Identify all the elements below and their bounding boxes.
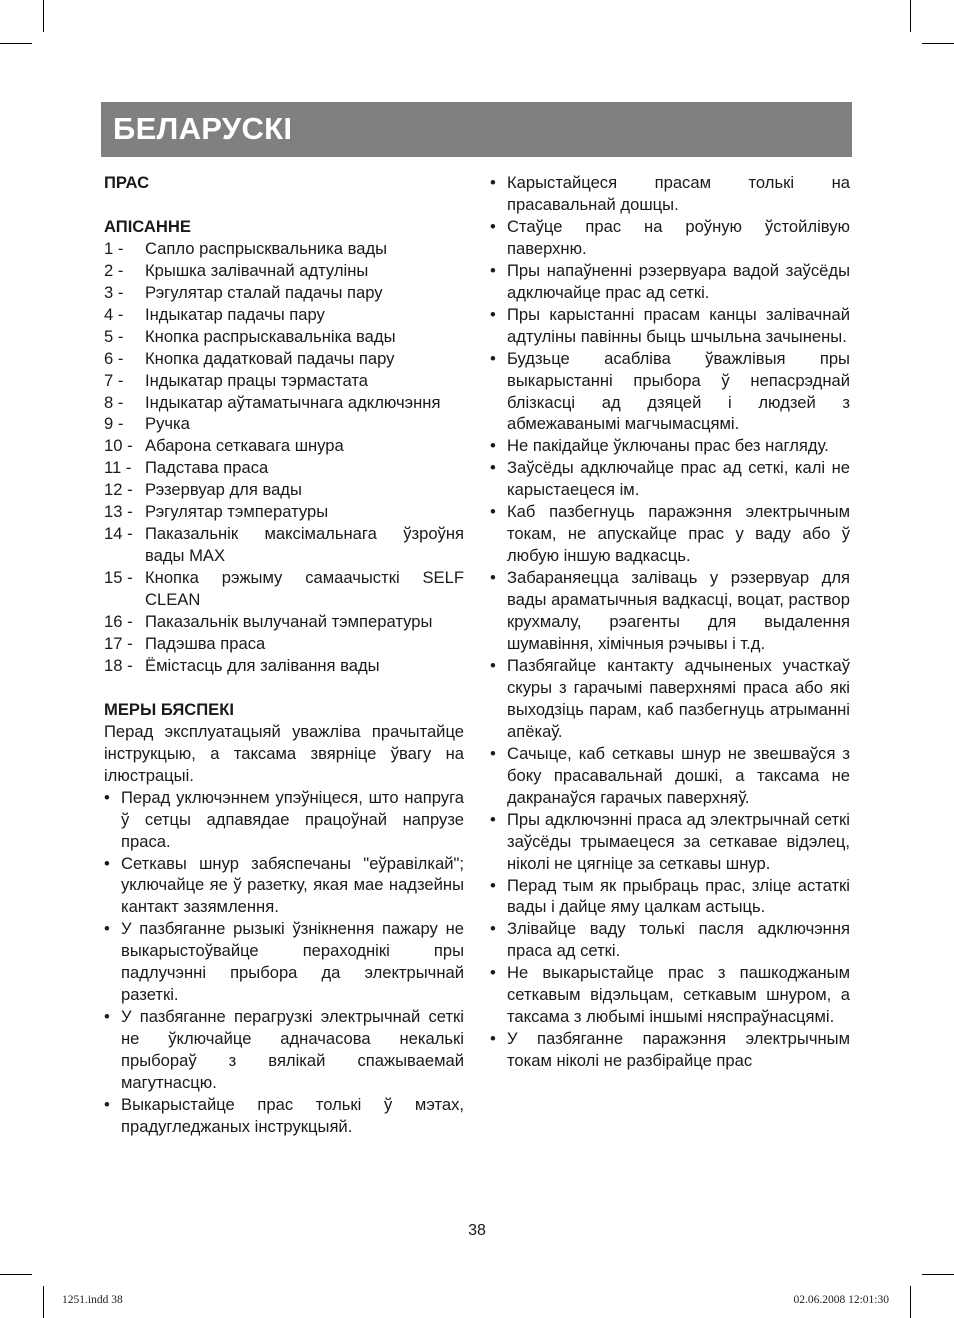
part-item — [104, 523, 464, 567]
crop-mark — [910, 1286, 911, 1318]
part-item — [104, 479, 464, 501]
bullet-item — [104, 1006, 464, 1094]
part-item — [104, 326, 464, 348]
bullet-item — [490, 304, 850, 348]
part-label: Індыкатар працы тэрмастата — [145, 370, 368, 390]
bullet-item — [490, 216, 850, 260]
part-number: 5 - — [104, 326, 124, 346]
part-number: 16 - — [104, 612, 133, 632]
bullet-icon: • — [490, 458, 496, 478]
part-number: 18 - — [104, 655, 133, 675]
crop-mark — [43, 1286, 44, 1318]
description-heading: АПІСАННЕ — [104, 216, 191, 236]
parts-list — [104, 238, 464, 677]
bullet-text: Сачыце, каб сеткавы шнур не звешваўся з боку прасавальнай дошкі, а таксама не дакранаўся гарачых паверхняў. — [507, 743, 850, 807]
bullet-icon: • — [490, 304, 496, 324]
bullet-text: Карыстайцеся прасам толькі на прасавальнай дошцы. — [507, 173, 850, 214]
part-label: Падстава праса — [145, 458, 269, 478]
part-item — [104, 567, 464, 611]
part-label: Паказальнік максімальнага ўзроўня вады MAX — [145, 524, 464, 566]
bullet-icon: • — [490, 809, 496, 829]
part-label: Рэгулятар сталай падачы пару — [145, 282, 383, 302]
bullet-icon: • — [490, 260, 496, 280]
safety-intro: Перад эксплуатацыяй уважліва прачытайце інструкцыю, а таксама звярніце ўвагу на ілюстрацыі. — [104, 721, 464, 785]
bullet-text: Пры карыстанні прасам канцы залівачнай адтуліны павінны быць шчыльна зачынены. — [507, 304, 850, 346]
part-label: Рэгулятар тэмпературы — [145, 502, 329, 522]
part-number: 14 - — [104, 524, 133, 544]
bullet-item — [490, 962, 850, 1028]
bullet-item — [104, 787, 464, 853]
bullet-item — [104, 918, 464, 1006]
part-item — [104, 260, 464, 282]
crop-mark — [0, 1274, 32, 1275]
part-label: Сапло распрысквальника вады — [145, 238, 388, 258]
bullet-text: Стаўце прас на роўную ўстойлівую паверхню. — [507, 216, 850, 258]
part-label: Крышка залівачнай адтуліны — [145, 260, 369, 280]
part-label: Індыкатар аўтаматычнага адключэння — [145, 392, 441, 412]
language-banner — [101, 102, 852, 157]
part-number: 17 - — [104, 634, 133, 653]
crop-mark — [910, 0, 911, 32]
part-number: 1 - — [104, 238, 124, 258]
bullet-item — [490, 457, 850, 501]
part-number: 15 - — [104, 568, 133, 588]
bullet-text: Пры адключэнні праса ад электрычнай сеткі заўсёды трымаецеся за сеткавае відэлец, ніколі не цягніце за сеткавы шнур. — [507, 809, 850, 873]
file-slug: 1251.indd 38 — [62, 1294, 123, 1306]
bullet-icon: • — [490, 502, 496, 522]
part-item — [104, 655, 464, 677]
bullet-icon: • — [490, 743, 496, 763]
bullet-text: Перад тым як прыбраць прас, зліце астаткі вады і дайце яму цалкам астыць. — [507, 875, 850, 917]
product-heading: ПРАС — [104, 173, 150, 192]
part-number: 6 - — [104, 348, 124, 368]
part-number: 2 - — [104, 260, 124, 280]
part-item — [104, 413, 464, 435]
bullet-item — [490, 1028, 850, 1072]
part-label: Кнопка распрыскавальніка вады — [145, 326, 396, 346]
bullet-item — [104, 1094, 464, 1138]
bullet-text: Будзьце асабліва ўважлівыя пры выкарыстанні прыбора ў непасрэднай блізкасці ад дзяцей і людзей з абмежаванымі магчымасцямі. — [507, 348, 850, 434]
bullet-item — [104, 853, 464, 919]
bullet-icon: • — [490, 436, 496, 456]
bullet-text: Каб пазбегнуць паражэння электрычным токам, не апускайце прас у ваду або ў любую іншую вадкасць. — [507, 502, 850, 566]
part-label: Паказальнік вылучанай тэмпературы — [145, 612, 433, 632]
part-label: Ручка — [145, 414, 190, 434]
part-label: Рэзервуар для вады — [145, 480, 302, 500]
bullet-item — [490, 809, 850, 875]
part-number: 3 - — [104, 282, 124, 302]
bullet-text: Не выкарыстайце прас з пашкоджаным сеткавым відэльцам, сеткавым шнуром, а таксама з любымі іншымі няспраўнасцямі. — [507, 963, 850, 1027]
crop-mark — [43, 0, 44, 32]
bullet-icon: • — [104, 853, 110, 873]
bullet-text: Злівайце ваду толькі пасля адключэння праса ад сеткі. — [507, 919, 850, 961]
bullet-icon: • — [104, 1007, 110, 1027]
bullet-icon: • — [490, 173, 496, 192]
part-label: Кнопка рэжыму самаачысткі SELF CLEAN — [145, 568, 464, 610]
bullet-icon: • — [490, 963, 496, 983]
part-item — [104, 370, 464, 392]
bullet-icon: • — [490, 655, 496, 675]
part-item — [104, 282, 464, 304]
bullet-icon: • — [490, 568, 496, 588]
bullet-text: Заўсёды адключайце прас ад сеткі, калі не карыстаецеся ім. — [507, 458, 850, 500]
part-item — [104, 633, 464, 655]
bullet-item — [490, 348, 850, 436]
bullet-text: У пазбяганне рызыкі ўзнікнення пажару не выкарыстоўвайце пераходнікі пры падлучэнні прыбора да электрычнай разеткі. — [121, 919, 464, 1005]
part-item — [104, 304, 464, 326]
bullet-text: Забараняецца заліваць у рэзервуар для вады араматычныя вадкасці, воцат, раствор крухмалу, рэагенты для выдалення шумавіння, хімічныя рэчывы і т.д. — [507, 568, 850, 654]
part-number: 4 - — [104, 304, 124, 324]
bullet-item — [490, 655, 850, 743]
part-item — [104, 457, 464, 479]
crop-mark — [922, 43, 954, 44]
bullet-text: Не пакідайце ўключаны прас без нагляду. — [507, 436, 829, 456]
bullet-item — [490, 567, 850, 655]
bullet-item — [490, 501, 850, 567]
part-item — [104, 348, 464, 370]
page-number: 38 — [468, 1222, 486, 1239]
part-label: Ёмістасць для залівання вады — [145, 655, 380, 675]
part-label: Падэшва праса — [145, 634, 266, 653]
bullet-icon: • — [490, 1029, 496, 1049]
part-number: 7 - — [104, 370, 124, 390]
bullet-text: У пазбяганне перагрузкі электрычнай сеткі не ўключайце адначасова некалькі прыбораў з вялікай спажываемай магутнасцю. — [121, 1007, 464, 1093]
part-label: Індыкатар падачы пару — [145, 304, 325, 324]
bullet-icon: • — [490, 216, 496, 236]
part-label: Абарона сеткавага шнура — [145, 436, 344, 456]
bullet-icon: • — [490, 875, 496, 895]
crop-mark — [922, 1274, 954, 1275]
bullet-text: Перад уключэннем упэўніцеся, што напруга ў сетцы адпавядае працоўнай напрузе праса. — [121, 787, 464, 851]
safety-bullet-list — [104, 787, 464, 1138]
crop-mark — [0, 43, 32, 44]
part-number: 9 - — [104, 414, 124, 434]
bullet-icon: • — [104, 787, 110, 807]
part-number: 8 - — [104, 392, 124, 412]
bullet-icon: • — [490, 919, 496, 939]
bullet-item — [490, 435, 850, 457]
banner-title: БЕЛАРУСКІ — [113, 111, 293, 146]
part-number: 10 - — [104, 436, 133, 456]
bullet-icon: • — [490, 348, 496, 368]
bullet-text: Пазбягайце кантакту адчыненых участкаў скуры з гарачымі паверхнямі праса або які выходзіць парам, каб пазбегнуць атрыманні апёкаў. — [507, 655, 850, 741]
part-label: Кнопка дадатковай падачы пару — [145, 348, 395, 368]
bullet-icon: • — [104, 919, 110, 939]
part-item — [104, 238, 464, 260]
part-number: 11 - — [104, 458, 132, 478]
bullet-text: Пры напаўненні рэзервуара вадой заўсёды адключайце прас ад сеткі. — [507, 260, 850, 302]
right-column — [490, 172, 850, 1072]
bullet-item — [490, 875, 850, 919]
left-column — [104, 172, 464, 1138]
bullet-item — [490, 743, 850, 809]
bullet-text: Сеткавы шнур забяспечаны "еўравілкай"; уключайце яе ў разетку, якая мае надзейны кантакт зазямлення. — [121, 853, 464, 917]
print-timestamp: 02.06.2008 12:01:30 — [793, 1294, 889, 1306]
part-item — [104, 435, 464, 457]
bullet-text: Выкарыстайце прас толькі ў мэтах, прадугледжаных інструкцыяй. — [121, 1095, 464, 1136]
part-item — [104, 611, 464, 633]
part-number: 13 - — [104, 502, 133, 522]
bullet-text: У пазбяганне паражэння электрычным токам ніколі не разбірайце прас — [507, 1029, 850, 1071]
part-item — [104, 392, 464, 414]
safety-heading: МЕРЫ БЯСПЕКІ — [104, 699, 234, 719]
bullet-item — [490, 918, 850, 962]
part-number: 12 - — [104, 480, 133, 500]
part-item — [104, 501, 464, 523]
bullet-item — [490, 260, 850, 304]
bullet-item — [490, 172, 850, 216]
safety-bullet-list-continued — [490, 172, 850, 1072]
bullet-icon: • — [104, 1095, 110, 1114]
